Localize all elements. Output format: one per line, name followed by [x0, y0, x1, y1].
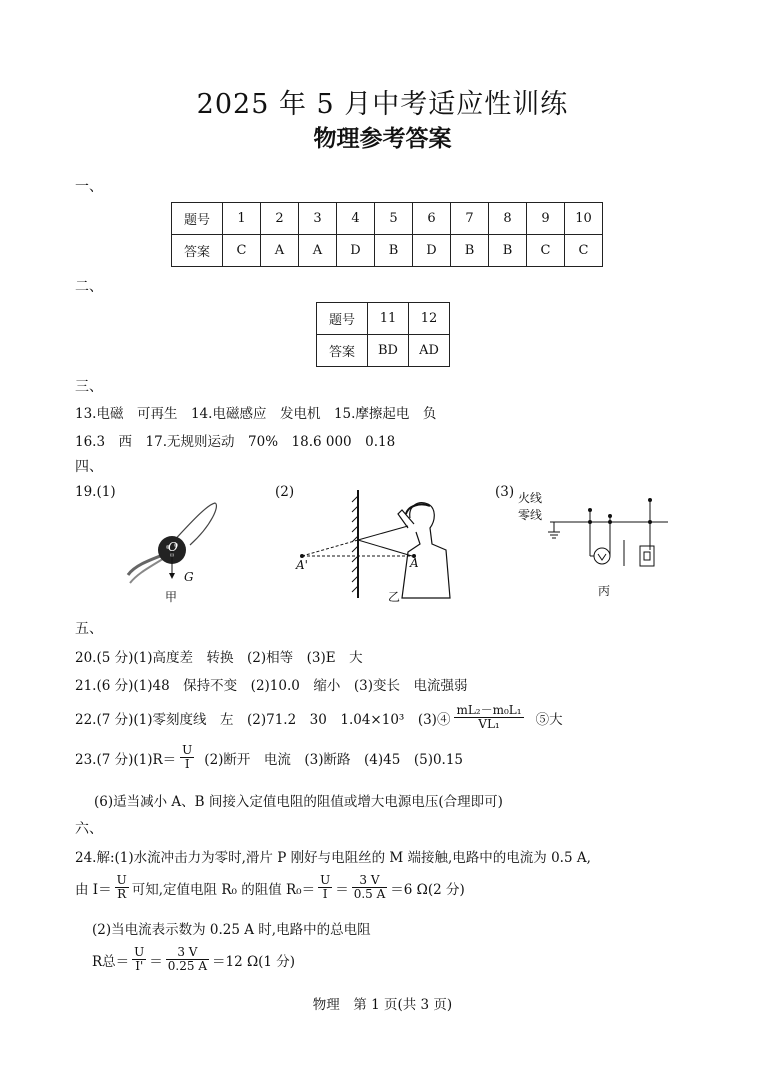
answer-line-21: 21.(6 分)(1)48 保持不变 (2)10.0 缩小 (3)变长 电流强弱: [75, 678, 468, 694]
q23-fraction: [180, 744, 194, 771]
q22-suffix: ⑤大: [535, 711, 563, 728]
q23-suffix: (2)断开 电流 (3)断路 (4)45 (5)0.15: [204, 751, 464, 768]
table-cell: 6: [413, 203, 451, 235]
answer-table-2: [316, 302, 450, 367]
table-cell: 7: [451, 203, 489, 235]
q24-text-d: ＝6 Ω(2 分): [390, 881, 465, 898]
table-cell: AD: [409, 335, 450, 367]
figure-bing-circuit: [540, 490, 670, 570]
q23-prefix: 23.(7 分)(1)R＝: [75, 751, 177, 768]
q22-fraction-numerator: mL₂－m₀L₁: [456, 703, 522, 717]
table-cell: 8: [489, 203, 527, 235]
q24-equals: ＝: [149, 953, 163, 970]
table-cell: 题号: [317, 303, 368, 335]
table-cell: A: [299, 235, 337, 267]
figure-yi-label-a: A: [410, 556, 419, 570]
table-cell: D: [337, 235, 375, 267]
answer-line-16-18: 16.3 西 17.无规则运动 70% 18.6 000 0.18: [75, 434, 396, 450]
q24-fraction-u-iprime: [132, 946, 146, 973]
section-5-label: 五、: [75, 621, 103, 637]
answer-line-23-part6: (6)适当减小 A、B 间接入定值电阻的阻值或增大电源电压(合理即可): [94, 794, 503, 810]
figure-yi-label-a-prime: A': [296, 558, 308, 572]
section-3-label: 三、: [75, 379, 103, 395]
table-cell: 12: [409, 303, 450, 335]
fraction-denominator: R: [117, 887, 127, 902]
page-subtitle: 物理参考答案: [313, 125, 452, 152]
figure-bing-neutral-label: 零线: [518, 508, 543, 522]
table-cell: 答案: [172, 235, 223, 267]
table-cell: 5: [375, 203, 413, 235]
q22-fraction-denominator: VL₁: [478, 717, 500, 732]
q24-total-resistance: R总＝: [92, 953, 130, 970]
q19-part3-label: (3): [495, 484, 515, 500]
table-cell: 4: [337, 203, 375, 235]
section-6-label: 六、: [75, 821, 103, 837]
q19-part2-label: (2): [275, 484, 295, 500]
fraction-denominator: I: [322, 887, 328, 902]
section-2-label: 二、: [75, 279, 103, 295]
answer-table-1: [171, 202, 603, 267]
solution-line-24-1: 24.解:(1)水流冲击力为零时,滑片 P 刚好与电阻丝的 M 端接触,电路中的电流为 0.5 A,: [75, 850, 591, 866]
table-cell: C: [527, 235, 565, 267]
q24-fraction-values-2: [166, 946, 209, 973]
table-row: [317, 335, 450, 367]
fraction-denominator: 0.5 A: [353, 887, 386, 902]
table-cell: 3: [299, 203, 337, 235]
table-cell: 答案: [317, 335, 368, 367]
fraction-numerator: 3 V: [352, 874, 388, 888]
figure-jia-label-g: G: [184, 570, 194, 584]
figure-bing-live-label: 火线: [518, 491, 543, 505]
q24-text-a: 由 I＝: [75, 881, 112, 898]
answer-line-13-15: 13.电磁 可再生 14.电磁感应 发电机 15.摩擦起电 负: [75, 406, 437, 422]
answer-line-20: 20.(5 分)(1)高度差 转换 (2)相等 (3)E 大: [75, 650, 363, 666]
table-cell: B: [489, 235, 527, 267]
table-cell: 9: [527, 203, 565, 235]
page-title: 2025 年 5 月中考适应性训练: [196, 89, 569, 120]
table-cell: B: [451, 235, 489, 267]
q24-fraction-ohm: [115, 874, 129, 901]
table-cell: 11: [368, 303, 409, 335]
fraction-numerator: U: [134, 945, 145, 959]
solution-line-24-2: [75, 874, 465, 901]
figure-jia-label-o: O: [168, 540, 178, 554]
table-cell: BD: [368, 335, 409, 367]
solution-line-24-3: (2)当电流表示数为 0.25 A 时,电路中的总电阻: [92, 922, 371, 938]
page-footer: 物理 第 1 页(共 3 页): [312, 997, 453, 1013]
q24-result: ＝12 Ω(1 分): [212, 953, 296, 970]
figure-jia-caption: 甲: [165, 590, 178, 604]
table-row: [317, 303, 450, 335]
q22-fraction: [454, 704, 523, 731]
fraction-denominator: I': [135, 959, 144, 974]
q24-fraction-values: [352, 874, 388, 901]
q23-fraction-numerator: U: [182, 743, 193, 757]
answer-line-22: [75, 704, 563, 731]
table-cell: C: [565, 235, 603, 267]
solution-line-24-4: [92, 946, 295, 973]
figure-yi-caption: 乙: [388, 590, 401, 604]
table-cell: C: [223, 235, 261, 267]
q19-label: 19.(1): [75, 484, 116, 500]
section-4-label: 四、: [75, 459, 103, 475]
fraction-numerator: U: [320, 873, 331, 887]
table-row: [172, 203, 603, 235]
q24-text-c: ＝: [335, 881, 349, 898]
figure-yi-diagram: [290, 488, 460, 600]
q22-prefix: 22.(7 分)(1)零刻度线 左 (2)71.2 30 1.04×10³ (3)④: [75, 711, 451, 728]
q24-fraction-u-i: [318, 874, 332, 901]
table-cell: D: [413, 235, 451, 267]
table-cell: 1: [223, 203, 261, 235]
fraction-numerator: U: [116, 873, 127, 887]
table-cell: 2: [261, 203, 299, 235]
section-1-label: 一、: [75, 179, 103, 195]
figure-jia-diagram: [120, 495, 240, 605]
table-cell: B: [375, 235, 413, 267]
fraction-numerator: 3 V: [166, 946, 209, 960]
table-cell: 题号: [172, 203, 223, 235]
table-cell: A: [261, 235, 299, 267]
table-cell: 10: [565, 203, 603, 235]
figure-bing-caption: 丙: [598, 584, 611, 598]
q23-fraction-denominator: I: [184, 757, 190, 772]
answer-line-23: [75, 744, 463, 771]
table-row: [172, 235, 603, 267]
q24-text-b: 可知,定值电阻 R₀ 的阻值 R₀＝: [131, 881, 316, 898]
fraction-denominator: 0.25 A: [167, 959, 207, 974]
